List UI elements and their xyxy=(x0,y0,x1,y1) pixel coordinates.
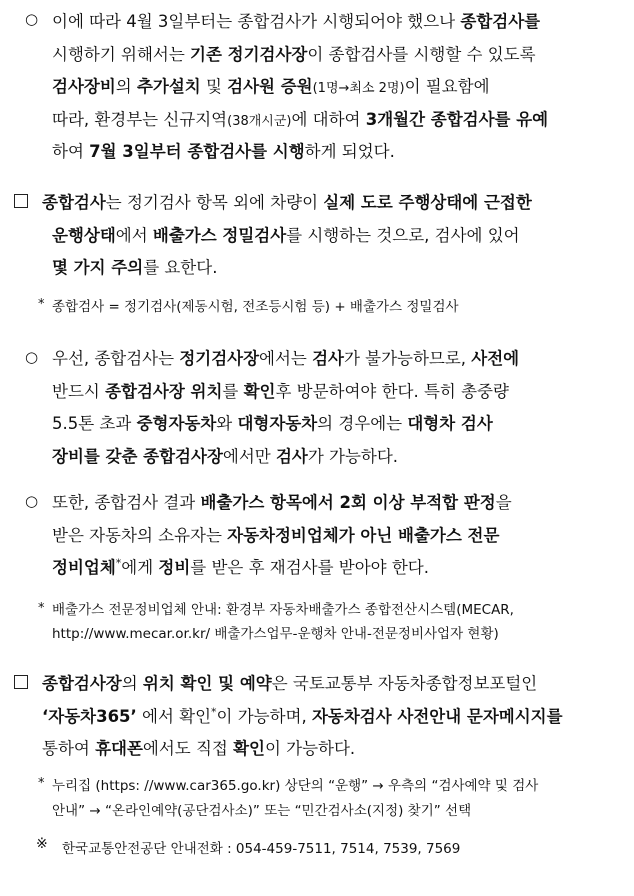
bold-text-run: 검사장비 xyxy=(52,77,116,96)
text-line xyxy=(52,41,536,65)
text-run: 의 xyxy=(115,77,137,96)
bold-text-run: 사전에 xyxy=(471,349,520,368)
text-line xyxy=(52,106,548,130)
text-line xyxy=(52,73,490,97)
text-run: 통하여 xyxy=(42,739,96,758)
bold-text-run: 휴대폰 xyxy=(95,739,143,758)
text-run: 가 가능하다. xyxy=(307,446,399,466)
text-run: 하게 되었다. xyxy=(304,142,395,161)
text-run: 받은 자동차의 소유자는 xyxy=(52,525,228,545)
bold-text-run: 정비업체 xyxy=(52,558,116,577)
bold-text-run: 정비 xyxy=(158,558,191,577)
note-1-text: 종합검사 = 정기검사(제동시험, 전조등시험 등) + 배출가스 정밀검사 xyxy=(52,299,459,315)
text-run: 이 가능하며, xyxy=(216,706,312,726)
text-run: 이 종합검사를 시행할 수 있도록 xyxy=(307,44,536,64)
text-line xyxy=(52,254,217,278)
contact-phone-text: 한국교통안전공단 안내전화 : 054-459-7511, 7514, 7539, 7569 xyxy=(62,841,461,857)
text-run: * xyxy=(115,556,122,570)
bold-text-run: 검사 xyxy=(312,349,344,368)
text-run: 이 필요함에 xyxy=(404,77,490,96)
bold-text-run: 배출가스 항목에서 2회 이상 부적합 판정 xyxy=(200,493,496,512)
checkbox-square-icon xyxy=(14,675,28,689)
bold-text-run: 대형자동차 xyxy=(237,414,318,433)
text-line xyxy=(42,189,532,213)
bold-text-run: 종합검사장 위치 xyxy=(105,381,223,401)
text-run: * xyxy=(211,705,217,718)
text-run: 후 방문하여야 한다. 특히 총중량 xyxy=(275,381,509,401)
text-run: 에서는 xyxy=(259,349,313,368)
bold-text-run: 종합검사를 xyxy=(460,12,541,31)
bold-text-run: 7월 3일부터 종합검사를 시행 xyxy=(89,142,305,161)
text-run: 이에 따라 4월 3일부터는 종합검사가 시행되어야 했으나 xyxy=(52,12,461,31)
bold-text-run: 정기검사장 xyxy=(179,349,260,368)
text-run: (38개시군) xyxy=(227,113,292,129)
bold-text-run: 운행상태 xyxy=(52,225,116,245)
text-run: 에서도 직접 xyxy=(142,739,234,758)
text-line xyxy=(52,489,512,513)
text-run: 또한, 종합검사 결과 xyxy=(52,493,201,512)
bold-text-run: 배출가스 정밀검사 xyxy=(152,225,287,245)
asterisk-icon: * xyxy=(38,601,45,616)
bold-text-run: 종합검사장 xyxy=(42,674,122,693)
text-line xyxy=(52,345,519,369)
text-line xyxy=(52,410,493,434)
text-run: 반드시 xyxy=(52,381,106,401)
bold-text-run: 종합검사 xyxy=(42,193,106,212)
text-run: 를 시행하는 것으로, 검사에 있어 xyxy=(286,225,520,245)
text-run: 은 국토교통부 자동차종합정보포털인 xyxy=(271,674,538,693)
bullet-circle-icon: ○ xyxy=(25,348,39,366)
bold-text-run: 확인 xyxy=(233,739,265,758)
bold-text-run: 실제 도로 주행상태에 근접한 xyxy=(323,193,532,212)
bold-text-run: 검사원 증원 xyxy=(227,77,313,96)
text-line xyxy=(52,138,395,162)
text-line xyxy=(42,735,355,759)
text-run: 의 경우에는 xyxy=(317,414,408,433)
text-run: 따라, 환경부는 신규지역 xyxy=(52,109,228,129)
note-3-line-2: 안내” → “온라인예약(공단검사소)” 또는 “민간검사소(지정) 찾기” 선택 xyxy=(52,803,472,819)
text-run: 이 가능하다. xyxy=(264,739,356,758)
text-line xyxy=(42,670,537,694)
text-run: 및 xyxy=(200,77,228,96)
note-2-line-1: 배출가스 전문정비업체 안내: 환경부 자동차배출가스 종합전산시스템(MECAR, xyxy=(52,602,514,618)
text-line xyxy=(42,703,563,727)
text-line xyxy=(52,522,499,546)
bold-text-run: 중형자동차 xyxy=(136,414,217,433)
text-run: 와 xyxy=(216,414,238,433)
checkbox-square-icon xyxy=(14,194,28,208)
text-run: 는 정기검사 항목 외에 차량이 xyxy=(105,193,324,212)
bullet-circle-icon: ○ xyxy=(25,10,39,28)
text-run: 에서만 xyxy=(222,446,276,466)
text-run: (1명→최소 2명) xyxy=(312,81,405,96)
text-run: 5.5톤 초과 xyxy=(52,414,137,433)
reference-mark-icon: ※ xyxy=(36,836,48,852)
text-run: 에서 xyxy=(115,225,153,245)
bold-text-run: 자동차검사 사전안내 문자메시지를 xyxy=(311,706,563,726)
bold-text-run: 3개월간 종합검사를 유예 xyxy=(365,109,549,129)
text-run: 를 xyxy=(222,381,244,401)
text-run: 시행하기 위해서는 xyxy=(52,44,191,64)
bold-text-run: 자동차정비업체가 아닌 배출가스 전문 xyxy=(227,525,500,545)
note-2-line-2: http://www.mecar.or.kr/ 배출가스업무-운행차 안내-전문정비사업자 현황) xyxy=(52,626,499,642)
text-run: 에게 xyxy=(121,558,159,577)
text-run: 를 요한다. xyxy=(143,258,218,277)
bold-text-run: 기존 정기검사장 xyxy=(190,44,308,64)
text-line xyxy=(52,222,520,246)
text-line xyxy=(52,378,509,402)
asterisk-icon: * xyxy=(38,776,45,791)
text-run: 우선, 종합검사는 xyxy=(52,349,180,368)
bullet-circle-icon: ○ xyxy=(25,492,39,510)
bold-text-run: ‘자동차365’ xyxy=(42,706,137,726)
bold-text-run: 확인 xyxy=(243,381,276,401)
text-run: 의 xyxy=(121,674,143,693)
bold-text-run: 검사 xyxy=(275,446,308,466)
text-run: 에 대하여 xyxy=(291,109,366,129)
note-3-line-1: 누리집 (https: //www.car365.go.kr) 상단의 “운행” → 우측의 “검사예약 및 검사 xyxy=(52,778,539,794)
bold-text-run: 위치 확인 및 예약 xyxy=(142,674,272,693)
bold-text-run: 추가설치 xyxy=(136,77,201,96)
bold-text-run: 대형차 검사 xyxy=(407,414,493,433)
text-run: 하여 xyxy=(52,142,90,161)
bold-text-run: 장비를 갖춘 종합검사장 xyxy=(52,446,223,466)
text-run: 가 불가능하므로, xyxy=(343,349,472,368)
asterisk-icon: * xyxy=(38,297,45,312)
text-line xyxy=(52,443,398,467)
text-line xyxy=(52,8,540,32)
text-run: 을 xyxy=(495,493,512,512)
bold-text-run: 몇 가지 주의 xyxy=(52,258,144,277)
text-line xyxy=(52,554,429,578)
text-run: 를 받은 후 재검사를 받아야 한다. xyxy=(190,558,429,577)
text-run: 에서 확인 xyxy=(136,706,212,726)
